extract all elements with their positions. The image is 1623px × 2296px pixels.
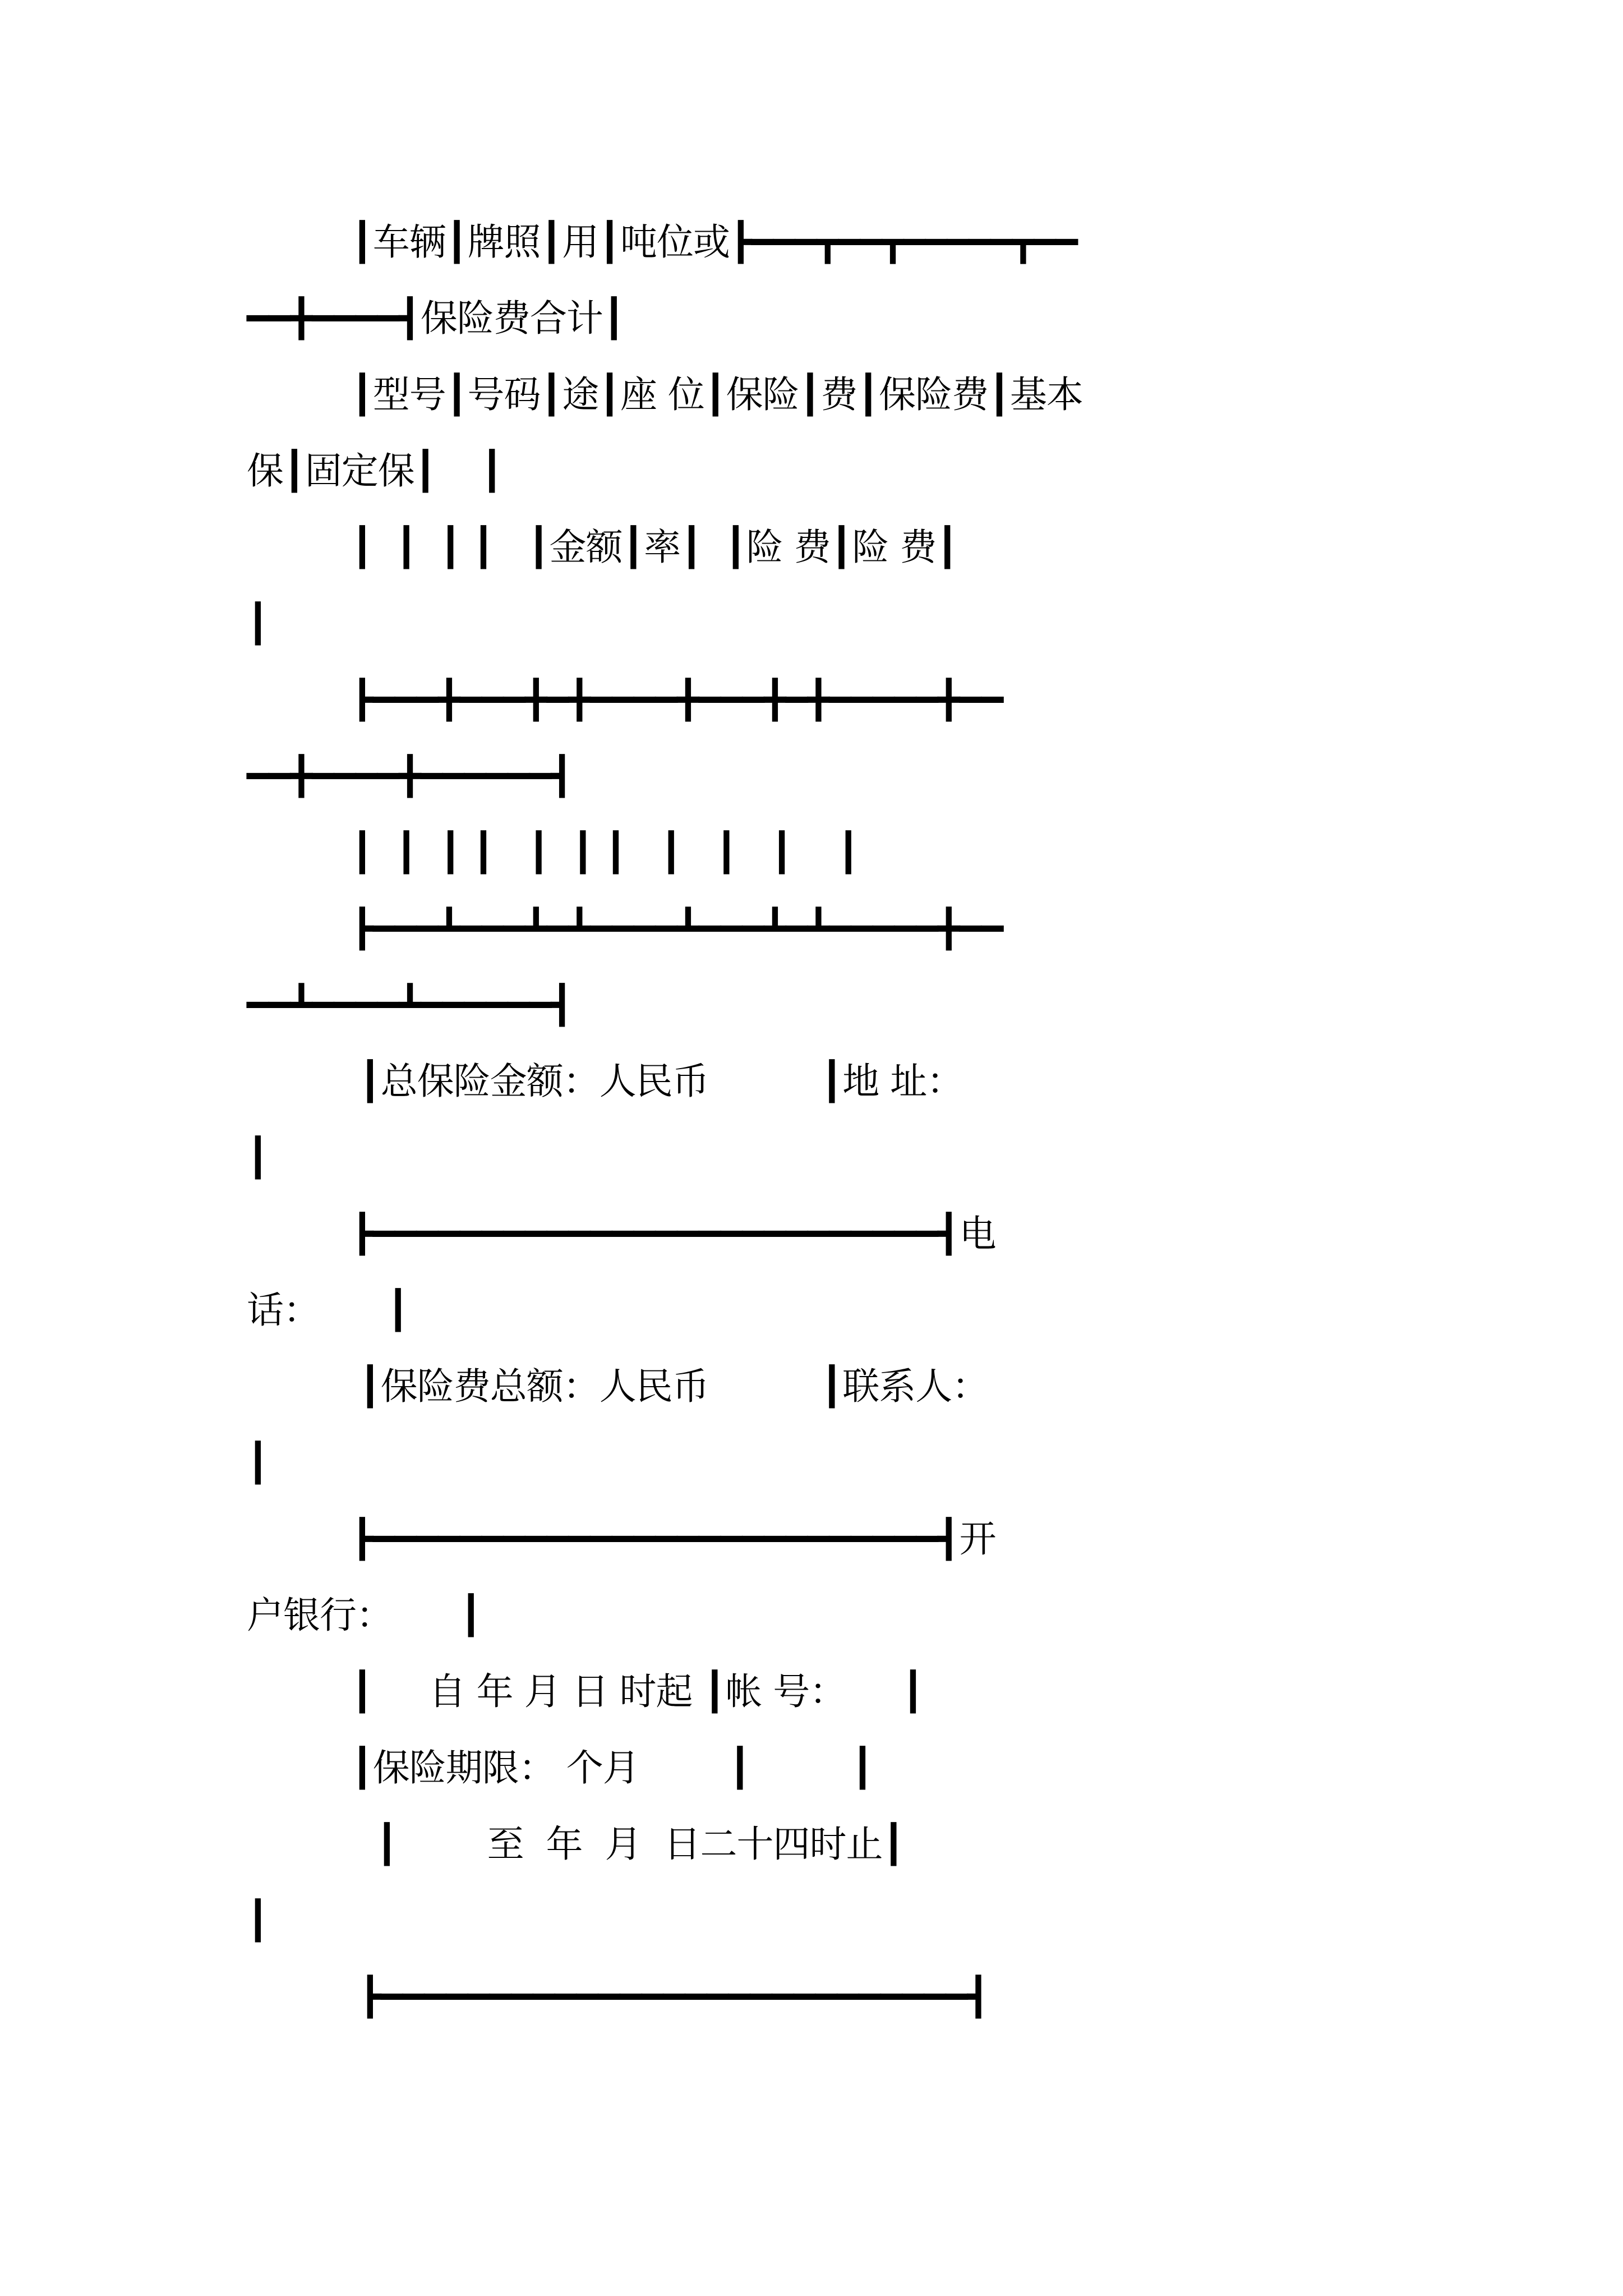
table-line: ┣━━━━━━━━━━━━━━━━━━━━━━━━━━┫开 [351,1517,996,1561]
table-line: ┣━━━╋━━━╋━╋━━━━╋━━━╋━╋━━━━━╋━━ [351,678,1003,721]
table-line: ┣━━━━━━━━━━━━━━━━━━━━━━━━━━┫电 [351,1212,996,1255]
table-line: ┃ [247,602,269,645]
table-line: ━━╋━━━━╋━━━━━━┫ [247,754,573,798]
table-line: ┃ 至 年 月 日二十四时止┃ [376,1823,905,1866]
table-line: ┃ ┃ ┃ ┃ ┃ ┃ ┃ ┃ ┃ ┃ ┃ [351,831,859,874]
table-line: ━━┻━━━━┻━━━━━━┫ [247,983,573,1027]
table-line: ┃总保险金额：人民币 ┃地 址： [359,1060,963,1103]
table-line: ┃ [247,1441,269,1484]
table-line: ┃型号┃号码┃途┃座 位┃保险┃费┃保险费┃基本 [351,373,1083,416]
table-line: 保┃固定保┃ ┃ [247,449,503,493]
table-line: 话： ┃ [247,1289,409,1332]
table-line: ┃车辆┃牌照┃用┃吨位或┣━━━┳━━┳━━━━━┳━━ [351,220,1077,264]
table-line: ┣━━━━━━━━━━━━━━━━━━━━━━━━━━━┫ [359,1975,989,2018]
table-line: ┃ 自 年 月 日 时起 ┃帐 号： ┃ [351,1670,924,1713]
table-line: ┃保险费总额：人民币 ┃联系人： [359,1365,989,1408]
table-line: ┣━━━┻━━━┻━┻━━━━┻━━━┻━┻━━━━━╋━━ [351,907,1003,950]
table-line: 户银行： ┃ [247,1594,482,1637]
table-line: ┃ ┃ ┃ ┃ ┃金额┃率┃ ┃险 费┃险 费┃ [351,526,958,569]
table-line: ┃保险期限： 个月 ┃ ┃ [351,1746,873,1789]
table-line: ┃ [247,1899,269,1942]
table-line: ┃ [247,1136,269,1179]
table-line: ━━╋━━━━┫保险费合计┃ [247,297,625,340]
